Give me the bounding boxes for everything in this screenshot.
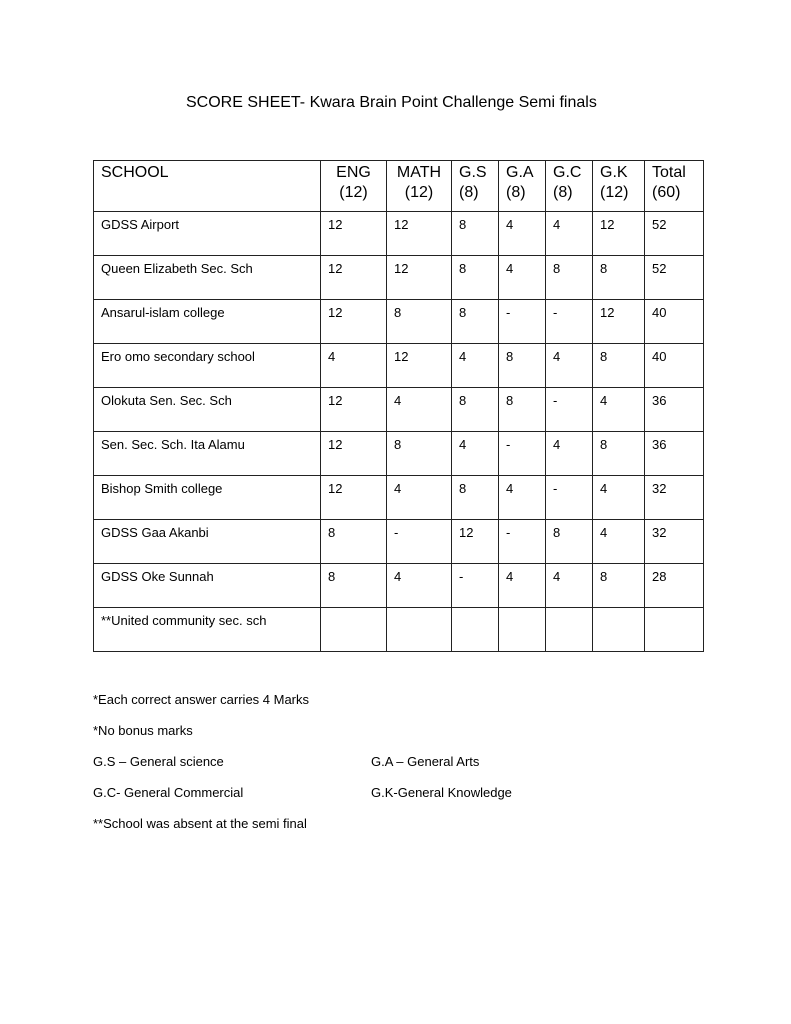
- gk-value: 12: [600, 217, 615, 232]
- gs-value: 8: [459, 393, 467, 408]
- total-value: 28: [652, 569, 667, 584]
- cell-school: [94, 388, 321, 432]
- table-row: [94, 300, 704, 344]
- cell-school: [94, 212, 321, 256]
- table-row: [94, 476, 704, 520]
- cell-math: [387, 520, 452, 564]
- gs-value: 8: [459, 305, 467, 320]
- table-body: [94, 212, 704, 652]
- cell-ga: [499, 564, 546, 608]
- cell-eng: [321, 608, 387, 652]
- cell-total: [645, 564, 704, 608]
- gk-value: 4: [600, 525, 608, 540]
- cell-eng: [321, 300, 387, 344]
- ga-value: 4: [506, 217, 514, 232]
- total-value: 40: [652, 305, 667, 320]
- cell-math: [387, 300, 452, 344]
- ga-value: -: [506, 437, 511, 452]
- cell-gk: [593, 520, 645, 564]
- cell-eng: [321, 520, 387, 564]
- score-table: [93, 160, 704, 652]
- cell-math: [387, 388, 452, 432]
- cell-gs: [452, 344, 499, 388]
- gk-value: 4: [600, 481, 608, 496]
- gk-value: 8: [600, 569, 608, 584]
- eng-value: 12: [328, 261, 343, 276]
- header-math: MATH (12): [387, 161, 452, 212]
- cell-total: [645, 388, 704, 432]
- ga-value: 4: [506, 481, 514, 496]
- gs-value: 8: [459, 217, 467, 232]
- cell-eng: [321, 256, 387, 300]
- gc-value: 8: [553, 525, 561, 540]
- school-value: GDSS Oke Sunnah: [101, 569, 214, 584]
- header-gc: G.C (8): [546, 161, 593, 212]
- school-value: GDSS Gaa Akanbi: [101, 525, 209, 540]
- cell-math: [387, 432, 452, 476]
- school-value: **United community sec. sch: [101, 613, 267, 628]
- cell-gk: [593, 564, 645, 608]
- cell-ga: [499, 212, 546, 256]
- eng-value: 12: [328, 217, 343, 232]
- cell-gs: [452, 432, 499, 476]
- total-value: 52: [652, 261, 667, 276]
- cell-gc: [546, 432, 593, 476]
- eng-value: 4: [328, 349, 336, 364]
- cell-ga: [499, 432, 546, 476]
- school-value: Ero omo secondary school: [101, 349, 255, 364]
- cell-total: [645, 608, 704, 652]
- gs-value: 8: [459, 481, 467, 496]
- gk-value: [593, 608, 644, 613]
- cell-ga: [499, 476, 546, 520]
- cell-total: [645, 300, 704, 344]
- cell-gc: [546, 212, 593, 256]
- cell-gc: [546, 564, 593, 608]
- table-row: [94, 608, 704, 652]
- school-value: Queen Elizabeth Sec. Sch: [101, 261, 253, 276]
- cell-gk: [593, 432, 645, 476]
- legend-gk: G.K-General Knowledge: [371, 785, 512, 800]
- cell-gk: [593, 388, 645, 432]
- cell-total: [645, 256, 704, 300]
- header-total: Total (60): [645, 161, 704, 212]
- header-eng: ENG (12): [321, 161, 387, 212]
- cell-gc: [546, 520, 593, 564]
- eng-value: 12: [328, 305, 343, 320]
- total-value: 40: [652, 349, 667, 364]
- gs-value: 12: [459, 525, 474, 540]
- cell-ga: [499, 388, 546, 432]
- gs-value: 4: [459, 349, 467, 364]
- math-value: 4: [394, 569, 402, 584]
- gs-value: 8: [459, 261, 467, 276]
- table-row: [94, 212, 704, 256]
- gc-value: -: [553, 481, 558, 496]
- cell-total: [645, 520, 704, 564]
- cell-gs: [452, 476, 499, 520]
- header-gs: G.S (8): [452, 161, 499, 212]
- ga-value: 8: [506, 393, 514, 408]
- cell-school: [94, 300, 321, 344]
- gs-value: [452, 608, 498, 613]
- cell-math: [387, 476, 452, 520]
- note-bonus: *No bonus marks: [93, 723, 193, 738]
- math-value: 4: [394, 481, 402, 496]
- gc-value: -: [553, 305, 558, 320]
- cell-total: [645, 344, 704, 388]
- school-value: Sen. Sec. Sch. Ita Alamu: [101, 437, 245, 452]
- cell-total: [645, 432, 704, 476]
- math-value: 8: [394, 305, 402, 320]
- eng-value: 12: [328, 481, 343, 496]
- gc-value: [546, 608, 592, 613]
- ga-value: -: [506, 525, 511, 540]
- cell-gk: [593, 608, 645, 652]
- gk-value: 4: [600, 393, 608, 408]
- cell-school: [94, 476, 321, 520]
- cell-gs: [452, 608, 499, 652]
- legend-ga: G.A – General Arts: [371, 754, 480, 769]
- gk-value: 8: [600, 261, 608, 276]
- eng-value: 8: [328, 569, 336, 584]
- math-value: 8: [394, 437, 402, 452]
- cell-gk: [593, 256, 645, 300]
- cell-math: [387, 564, 452, 608]
- gc-value: 4: [553, 217, 561, 232]
- cell-gk: [593, 300, 645, 344]
- table-row: [94, 520, 704, 564]
- total-value: 32: [652, 525, 667, 540]
- math-value: 12: [394, 349, 409, 364]
- ga-value: -: [506, 305, 511, 320]
- gc-value: -: [553, 393, 558, 408]
- cell-gs: [452, 212, 499, 256]
- ga-value: [499, 608, 545, 613]
- cell-gc: [546, 476, 593, 520]
- cell-math: [387, 608, 452, 652]
- note-absent: **School was absent at the semi final: [93, 816, 307, 831]
- ga-value: 8: [506, 349, 514, 364]
- cell-gs: [452, 388, 499, 432]
- gc-value: 4: [553, 569, 561, 584]
- cell-school: [94, 520, 321, 564]
- eng-value: 12: [328, 437, 343, 452]
- cell-school: [94, 564, 321, 608]
- cell-math: [387, 344, 452, 388]
- cell-math: [387, 212, 452, 256]
- gc-value: 4: [553, 437, 561, 452]
- cell-eng: [321, 432, 387, 476]
- cell-gs: [452, 564, 499, 608]
- cell-eng: [321, 344, 387, 388]
- eng-value: 12: [328, 393, 343, 408]
- cell-eng: [321, 476, 387, 520]
- eng-value: 8: [328, 525, 336, 540]
- cell-school: [94, 608, 321, 652]
- header-ga: G.A (8): [499, 161, 546, 212]
- header-school: SCHOOL: [94, 161, 321, 212]
- cell-gk: [593, 476, 645, 520]
- total-value: 52: [652, 217, 667, 232]
- cell-school: [94, 432, 321, 476]
- page-title: SCORE SHEET- Kwara Brain Point Challenge Semi finals: [186, 94, 597, 111]
- note-marks: *Each correct answer carries 4 Marks: [93, 692, 310, 707]
- school-value: Bishop Smith college: [101, 481, 223, 496]
- cell-eng: [321, 212, 387, 256]
- math-value: 12: [394, 217, 409, 232]
- school-value: Ansarul-islam college: [101, 305, 225, 320]
- table-header-row: [94, 161, 704, 212]
- cell-ga: [499, 300, 546, 344]
- gk-value: 8: [600, 437, 608, 452]
- school-value: Olokuta Sen. Sec. Sch: [101, 393, 232, 408]
- cell-math: [387, 256, 452, 300]
- cell-gk: [593, 212, 645, 256]
- math-value: [387, 608, 451, 613]
- table-row: [94, 432, 704, 476]
- gk-value: 12: [600, 305, 615, 320]
- cell-gs: [452, 520, 499, 564]
- cell-total: [645, 476, 704, 520]
- cell-ga: [499, 256, 546, 300]
- gs-value: -: [459, 569, 464, 584]
- cell-eng: [321, 564, 387, 608]
- legend-gs: G.S – General science: [93, 754, 224, 769]
- cell-gk: [593, 344, 645, 388]
- cell-ga: [499, 608, 546, 652]
- cell-gs: [452, 300, 499, 344]
- table-row: [94, 564, 704, 608]
- cell-gc: [546, 608, 593, 652]
- gc-value: 8: [553, 261, 561, 276]
- math-value: -: [394, 525, 399, 540]
- cell-school: [94, 344, 321, 388]
- cell-eng: [321, 388, 387, 432]
- total-value: [645, 608, 703, 613]
- cell-gc: [546, 256, 593, 300]
- cell-total: [645, 212, 704, 256]
- cell-school: [94, 256, 321, 300]
- cell-ga: [499, 520, 546, 564]
- total-value: 32: [652, 481, 667, 496]
- gs-value: 4: [459, 437, 467, 452]
- table-row: [94, 344, 704, 388]
- gk-value: 8: [600, 349, 608, 364]
- total-value: 36: [652, 437, 667, 452]
- math-value: 12: [394, 261, 409, 276]
- cell-gc: [546, 388, 593, 432]
- ga-value: 4: [506, 569, 514, 584]
- math-value: 4: [394, 393, 402, 408]
- table-row: [94, 256, 704, 300]
- eng-value: [321, 608, 386, 613]
- cell-gs: [452, 256, 499, 300]
- legend-gc: G.C- General Commercial: [93, 785, 244, 800]
- header-gk: G.K (12): [593, 161, 645, 212]
- gc-value: 4: [553, 349, 561, 364]
- cell-gc: [546, 344, 593, 388]
- school-value: GDSS Airport: [101, 217, 180, 232]
- ga-value: 4: [506, 261, 514, 276]
- cell-ga: [499, 344, 546, 388]
- total-value: 36: [652, 393, 667, 408]
- cell-gc: [546, 300, 593, 344]
- table-row: [94, 388, 704, 432]
